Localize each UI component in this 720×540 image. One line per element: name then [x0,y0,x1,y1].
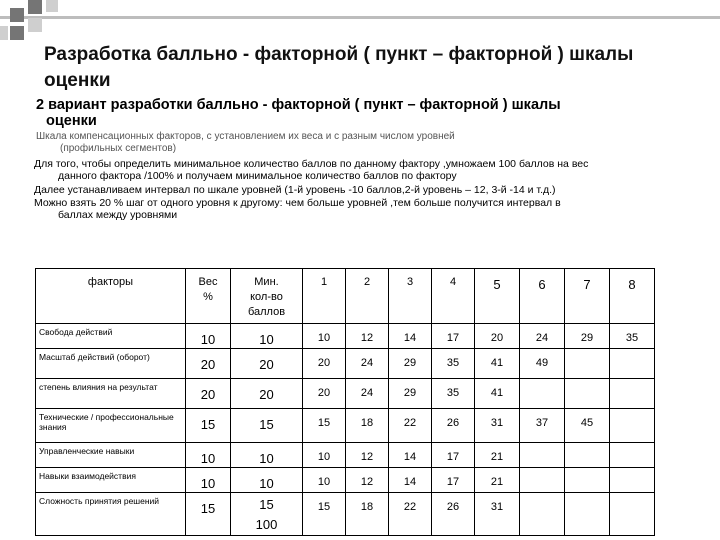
level-cell: 10 [303,443,346,468]
paragraph-1 [34,158,588,182]
level-cell [565,493,610,536]
level-cell [565,443,610,468]
header-level-6: 6 [520,269,565,324]
min-cell: 10 [231,324,303,349]
para1-line-1: Для того, чтобы определить минимальное количество баллов по данному фактору ,умножаем 100 баллов на вес [34,158,589,170]
factor-name: Масштаб действий (оборот) [36,349,186,379]
level-cell: 14 [389,468,432,493]
weight-cell: 20 [186,349,231,379]
factor-name: Сложность принятия решений [36,493,186,536]
factor-name: Навыки взаимодействия [36,468,186,493]
scale-description [36,131,455,155]
header-level-1: 1 [303,269,346,324]
level-cell: 26 [432,493,475,536]
header-min-points: Мин. кол-во баллов [231,269,303,324]
min-cell: 10 [231,468,303,493]
level-cell [520,493,565,536]
decor-square [0,26,8,40]
level-cell: 14 [389,324,432,349]
scale-line-2: (профильных сегментов) [60,143,177,154]
decor-square [28,18,42,32]
level-cell [610,379,655,409]
para3-line-1: Можно взять 20 % шаг от одного уровня к другому: чем больше уровней ,тем больше получится интервал в [34,197,561,209]
total-min: 100 [255,517,278,532]
table-row [36,468,655,493]
level-cell: 35 [432,379,475,409]
table-row [36,493,655,536]
min-cell: 20 [231,379,303,409]
weight-cell: 10 [186,468,231,493]
scale-line-1: Шкала компенсационных факторов, с установлением их веса и с разным числом уровней [36,131,455,142]
level-cell: 20 [303,379,346,409]
header-factors: факторы [36,269,186,324]
level-cell: 17 [432,443,475,468]
level-cell: 31 [475,493,520,536]
factor-name: Технические / профессиональные знания [36,409,186,443]
level-cell [610,443,655,468]
subtitle [36,97,676,129]
level-cell: 41 [475,379,520,409]
weight-cell: 10 [186,443,231,468]
factor-name: Управленческие навыки [36,443,186,468]
level-cell: 18 [346,493,389,536]
level-cell: 24 [346,349,389,379]
level-cell: 29 [389,379,432,409]
weight-cell: 15 [186,409,231,443]
subtitle-line-2: оценки [46,113,97,129]
level-cell: 22 [389,409,432,443]
level-cell [520,379,565,409]
level-cell [610,468,655,493]
level-cell: 20 [303,349,346,379]
header-level-8: 8 [610,269,655,324]
header-level-5: 5 [475,269,520,324]
level-cell: 14 [389,443,432,468]
min-cell: 20 [231,349,303,379]
level-cell: 21 [475,443,520,468]
level-cell: 37 [520,409,565,443]
table-row [36,409,655,443]
header-weight: Вес % [186,269,231,324]
level-cell: 29 [565,324,610,349]
level-cell: 22 [389,493,432,536]
level-cell: 10 [303,468,346,493]
level-cell: 12 [346,324,389,349]
level-cell: 10 [303,324,346,349]
page-title: Разработка балльно - факторной ( пункт – факторной ) шкалы оценки [44,44,634,91]
header-level-2: 2 [346,269,389,324]
weight-cell: 10 [186,324,231,349]
header-bar [0,16,720,19]
level-cell [520,468,565,493]
level-cell: 31 [475,409,520,443]
level-cell: 24 [520,324,565,349]
level-cell: 20 [475,324,520,349]
decor-square [10,8,24,22]
min-cell [231,493,303,536]
level-cell [565,379,610,409]
level-cell: 12 [346,443,389,468]
min-cell: 15 [231,409,303,443]
level-cell: 21 [475,468,520,493]
level-cell: 24 [346,379,389,409]
header-level-3: 3 [389,269,432,324]
level-cell: 15 [303,493,346,536]
subtitle-line-1: 2 вариант разработки балльно - факторной ( пункт – факторной ) шкалы [36,97,561,113]
min-cell: 10 [231,443,303,468]
decor-square [46,0,58,12]
level-cell [565,349,610,379]
level-cell [610,409,655,443]
table-row [36,324,655,349]
header-level-4: 4 [432,269,475,324]
para1-line-2: данного фактора /100% и получаем минимальное количество баллов по фактору [58,170,457,182]
level-cell: 17 [432,324,475,349]
level-cell: 45 [565,409,610,443]
level-cell: 35 [610,324,655,349]
level-cell: 35 [432,349,475,379]
level-cell: 18 [346,409,389,443]
weight-cell: 15 [186,493,231,536]
table-row [36,443,655,468]
level-cell [565,468,610,493]
factor-scale-table [35,268,655,536]
level-cell [610,493,655,536]
level-cell [520,443,565,468]
header-level-7: 7 [565,269,610,324]
para3-line-2: баллах между уровнями [58,209,178,221]
factor-name: степень влияния на результат [36,379,186,409]
factor-name: Свобода действий [36,324,186,349]
min-value: 15 [259,497,274,512]
decor-square [28,0,42,14]
level-cell: 26 [432,409,475,443]
level-cell: 15 [303,409,346,443]
weight-cell: 20 [186,379,231,409]
level-cell: 17 [432,468,475,493]
level-cell: 41 [475,349,520,379]
paragraph-2 [34,184,556,196]
level-cell: 29 [389,349,432,379]
table-row [36,379,655,409]
para2-line: Далее устанавливаем интервал по шкале уровней (1-й уровень -10 баллов,2-й уровень – 12, 3-й -14 и т.д.) [34,184,556,196]
level-cell: 12 [346,468,389,493]
level-cell [610,349,655,379]
table-row [36,349,655,379]
level-cell: 49 [520,349,565,379]
decor-square [10,26,24,40]
paragraph-3 [34,197,561,221]
header-row [36,269,655,324]
